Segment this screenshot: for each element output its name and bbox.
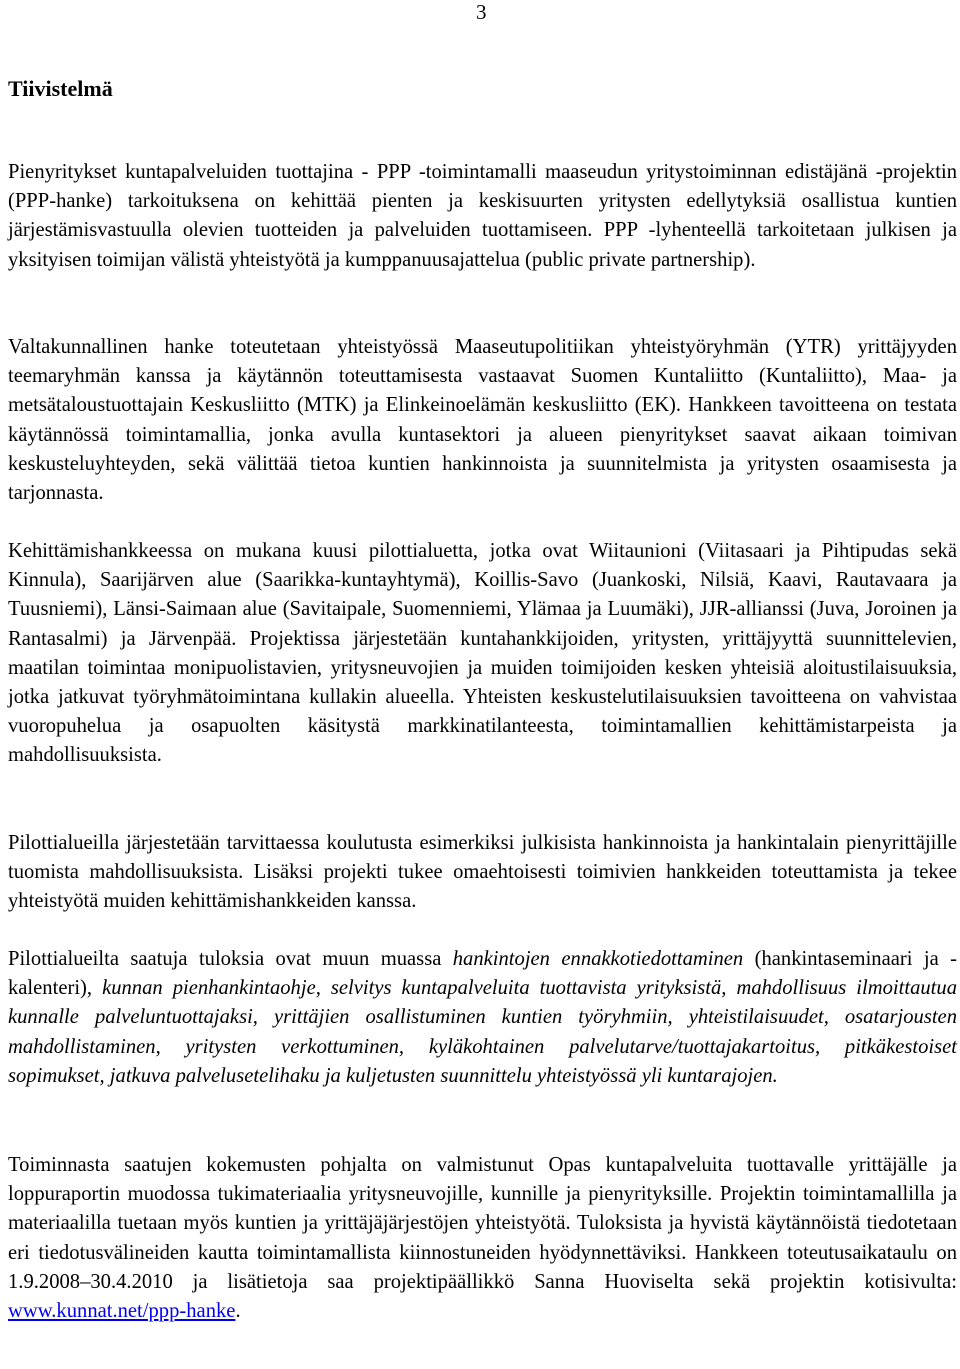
results-text-seminar: (hankintaseminaari ja -kalenteri), xyxy=(8,948,957,1000)
paragraph-training: Pilottialueilla järjestetään tarvittaessa koulutusta esimerkiksi julkisista hankinnoista ja hankintalain pienyrittäjille tuomista mahdollisuuksista. Lisäksi projekti tukee omaehtoisesti toimivien hankkeiden toteuttamista ja tekee yhteistyötä muiden kehittämishankkeiden kanssa. xyxy=(8,832,957,913)
paragraph-pilot-areas: Kehittämishankkeessa on mukana kuusi pilottialuetta, jotka ovat Wiitaunioni (Viitasaari ja Pihtipudas sekä Kinnula), Saarijärven alue (Saarikka-kuntayhtymä), Koillis-Savo (Juankoski, Nilsiä, Kaavi, Rautavaara ja Tuusniemi), Länsi-Saimaan alue (Savitaipale, Suomenniemi, Ylämaa ja Luumäki), JJR-allianssi (Juva, Joroinen ja Rantasalmi) ja Järvenpää. Projektissa järjestetään kuntahankkijoiden, yritysten, yrittäjyyttä suunnittelevien, maatilan toimintaa monipuolistavien, yritysneuvojien ja muiden toimijoiden kesken yhteisiä aloitustilaisuuksia, jotka jatkuvat työryhmätoimintana kullakin alueella. Yhteisten keskustelutilaisuuksien tavoitteena on vahvistaa vuoropuhelua ja osapuolten käsitystä markkinatilanteesta, toimintamallien kehittämistarpeista ja mahdollisuuksista. xyxy=(8,540,957,767)
results-italic-list: kunnan pienhankintaohje, selvitys kuntapalveluita tuottavista yrityksistä, mahdollisuus ilmoittautua kunnalle palveluntuottajaksi, yrittäjien osallistuminen kuntien työryhmiin, yhteistilaisuudet, osatarjousten mahdollistaminen, yritysten verkottuminen, kyläkohtainen palvelutarve/tuottajakartoitus, pitkäkestoiset sopimukset, jatkuva palvelusetelihaku ja kuljetusten suunnittelu yhteistyössä yli kuntarajojen. xyxy=(8,977,957,1087)
results-text-intro: Pilottialueilta saatuja tuloksia ovat muun muassa xyxy=(8,948,453,970)
guide-text-end: . xyxy=(235,1300,241,1323)
section-heading: Tiivistelmä xyxy=(8,76,113,101)
paragraph-results xyxy=(8,945,957,1091)
paragraph-intro: Pienyritykset kuntapalveluiden tuottajina - PPP -toimintamalli maaseudun yritystoiminnan edistäjänä -projektin (PPP-hanke) tarkoituksena on kehittää pienten ja keskisuurten yritysten edellytyksiä osallistua kuntien järjestämisvastuulla olevien tuotteiden ja palveluiden tuottamiseen. PPP -lyhenteellä tarkoitetaan julkisen ja yksityisen toimijan välistä yhteistyötä ja kumppanuusajattelua (public private partnership). xyxy=(8,161,957,271)
results-italic-advance-notice: hankintojen ennakkotiedottaminen xyxy=(452,948,744,970)
project-homepage-link[interactable]: www.kunnat.net/ppp-hanke xyxy=(8,1300,236,1323)
page-number: 3 xyxy=(476,0,487,24)
paragraph-guide xyxy=(8,1151,957,1326)
paragraph-national-project: Valtakunnallinen hanke toteutetaan yhteistyössä Maaseutupolitiikan yhteistyöryhmän (YTR) yrittäjyyden teemaryhmän kanssa ja käytännön toteuttamisesta vastaavat Suomen Kuntaliitto (Kuntaliitto), Maa- ja metsätaloustuottajain Keskusliitto (MTK) ja Elinkeinoelämän keskusliitto (EK). Hankkeen tavoitteena on testata käytännössä toimintamallia, jonka avulla kuntasektori ja alueen pienyritykset saavat aikaan toimivan keskusteluyhteyden, sekä välittää tietoa kuntien hankinnoista ja suunnitelmista ja yritysten osaamisesta ja tarjonnasta. xyxy=(8,336,957,505)
guide-text: Toiminnasta saatujen kokemusten pohjalta on valmistunut Opas kuntapalveluita tuottavalle yrittäjälle ja loppuraportin muodossa tukimateriaalia yritysneuvojille, kunnille ja pienyrityksille. Projektin toimintamallilla ja materiaalilla tuetaan myös kuntien ja yrittäjäjärjestöjen yhteistyötä. Tuloksista ja hyvistä käytännöistä tiedotetaan eri tiedotusvälineiden kautta toimintamallista kiinnostuneiden hyödynnettäviksi. Hankkeen toteutusaikataulu on 1.9.2008–30.4.2010 ja lisätietoja saa projektipäällikkö Sanna Huoviselta sekä projektin kotisivulta: xyxy=(8,1154,957,1293)
